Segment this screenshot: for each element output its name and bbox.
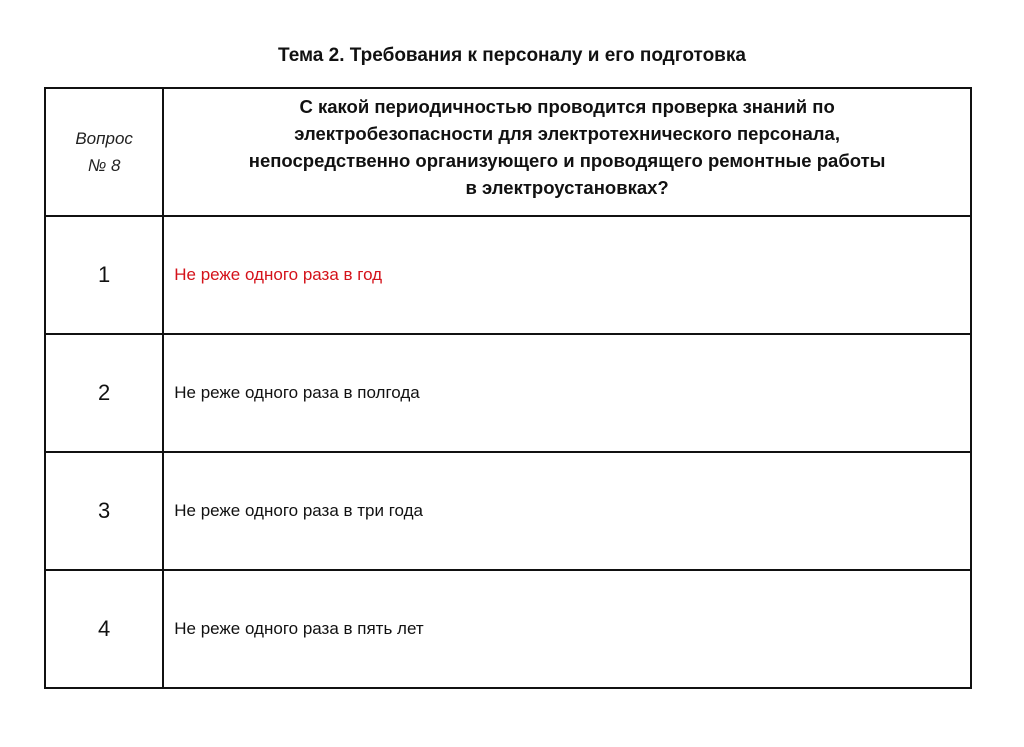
question-text-line: электробезопасности для электротехнического персонала, — [294, 123, 840, 144]
question-text-line: С какой периодичностью проводится проверка знаний по — [299, 96, 835, 117]
answer-text[interactable]: Не реже одного раза в пять лет — [163, 570, 971, 688]
answer-text[interactable]: Не реже одного раза в полгода — [163, 334, 971, 452]
question-header-row — [45, 88, 971, 216]
answer-row-3[interactable] — [45, 452, 971, 570]
page-title: Тема 2. Требования к персоналу и его подготовка — [278, 45, 746, 66]
question-text-line: в электроустановках? — [465, 177, 669, 198]
answer-number: 2 — [45, 334, 163, 452]
answer-text[interactable]: Не реже одного раза в три года — [163, 452, 971, 570]
question-number: № 8 — [87, 156, 121, 175]
question-label — [45, 88, 163, 216]
answer-number: 4 — [45, 570, 163, 688]
answer-number: 3 — [45, 452, 163, 570]
answer-row-4[interactable] — [45, 570, 971, 688]
answer-number: 1 — [45, 216, 163, 334]
answer-text-correct[interactable]: Не реже одного раза в год — [163, 216, 971, 334]
question-text — [163, 88, 971, 216]
answer-row-1[interactable] — [45, 216, 971, 334]
question-text-line: непосредственно организующего и проводящего ремонтные работы — [248, 150, 886, 171]
question-label-word: Вопрос — [75, 129, 133, 148]
answer-row-2[interactable] — [45, 334, 971, 452]
question-table — [44, 87, 972, 689]
